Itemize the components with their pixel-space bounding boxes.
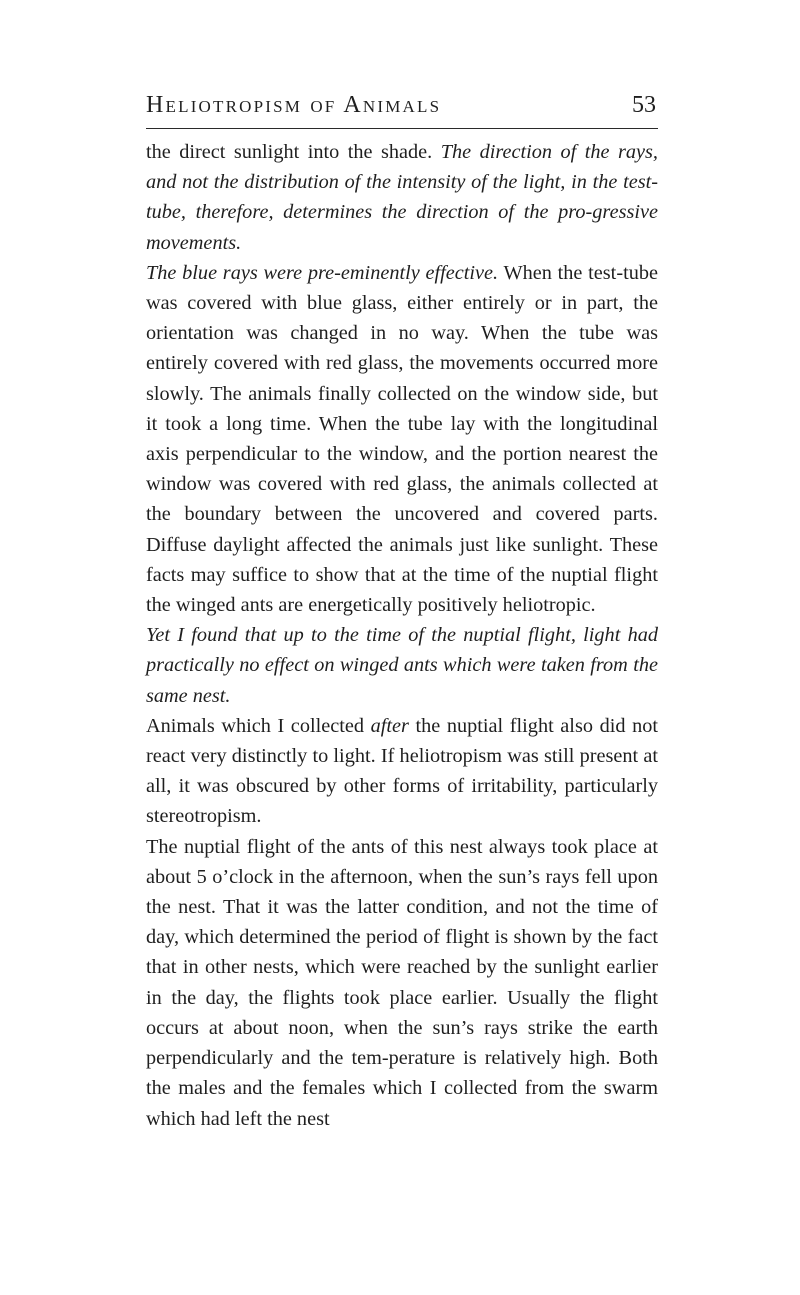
paragraph [146,620,658,711]
body-text [146,137,658,1134]
italic-run: The blue rays were pre-eminently effective. [146,261,499,284]
text-run: the direct sunlight into the shade. [146,141,441,163]
italic-run: The direction of the rays, and not the distribution of the intensity of the light, in the test-tube, therefore, determines the direction of the pro-gressive movements. [146,141,658,254]
paragraph [146,258,658,620]
text-run: Animals which I collected [146,714,371,737]
page-number: 53 [632,92,656,118]
page-header [146,92,656,120]
running-title: Heliotropism of Animals [146,92,442,118]
paragraph [146,832,658,1134]
text-run: The nuptial flight of the ants of this nest always took place at about 5 o’clock in the afternoon, when the sun’s rays fell upon the nest. That it was the latter condition, and not the time of day, which determined the period of flight is shown by the fact that in other nests, which were reached by the sunlight earlier in the day, the flights took place earlier. Usually the flight occurs at about noon, when the sun’s rays strike the earth perpendicularly and the tem-perature is relatively high. Both the males and the females which I collected from the swarm which had left the nest [146,835,658,1130]
italic-run: after [370,714,409,737]
text-run: the nuptial flight also did not react very distinctly to light. If heliotropism was still present at all, it was obscured by other forms of irritability, particularly stereotropism. [146,714,658,828]
text-run: When the test-tube was covered with blue glass, either entirely or in part, the orientation was changed in no way. When the tube was entirely covered with red glass, the movements occurred more slowly. The animals finally collected on the window side, but it took a long time. When the tube lay with the longitudinal axis perpendicular to the window, and the portion nearest the window was covered with red glass, the animals collected at the boundary between the uncovered and covered parts. Diffuse daylight affected the animals just like sunlight. These facts may suffice to show that at the time of the nuptial flight the winged ants are energetically positively heliotropic. [146,261,658,617]
paragraph [146,711,658,832]
header-rule [146,128,658,129]
italic-run: Yet I found that up to the time of the nuptial flight, light had practically no effect on winged ants which were taken from the same nest. [146,624,658,707]
paragraph [146,137,658,258]
